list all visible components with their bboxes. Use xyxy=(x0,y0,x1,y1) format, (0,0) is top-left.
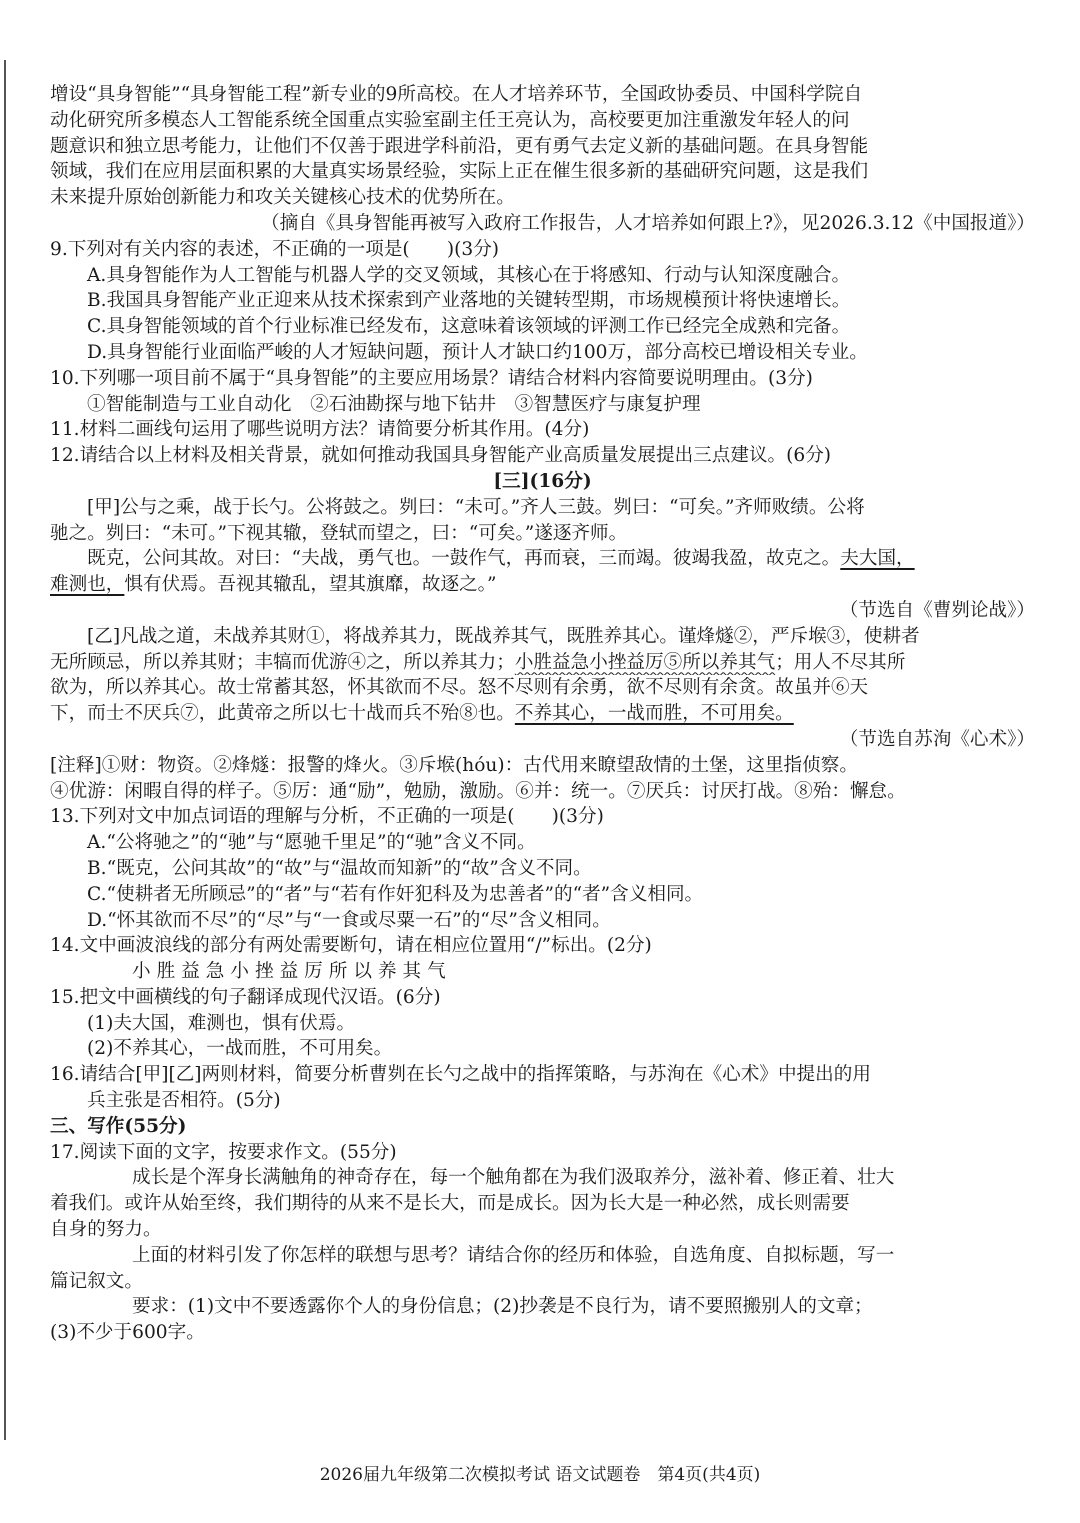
section-3-heading: [三](16分) xyxy=(493,470,592,492)
question-stem: 14.文中画波浪线的部分有两处需要断句，请在相应位置用“/”标出。(2分) xyxy=(50,935,652,957)
question-15 xyxy=(50,985,1035,1062)
prompt-line: 篇记叙文。 xyxy=(50,1270,143,1292)
binding-margin-line xyxy=(4,60,6,1440)
question-11: 11.材料二画线句运用了哪些说明方法？请简要分析其作用。(4分) xyxy=(50,419,590,441)
passage-line: 领域，我们在应用层面积累的大量真实场景经验，实际上正在催生很多新的基础研究问题，这是我们 xyxy=(50,161,869,183)
translate-item: (2)不养其心，一战而胜，不可用矣。 xyxy=(87,1038,393,1060)
option-c: C.“使耕者无所顾忌”的“者”与“若有作奸犯科及为忠善者”的“者”含义相同。 xyxy=(87,883,704,905)
passage-line: 动化研究所多模态人工智能系统全国重点实验室副主任王亮认为，高校要更加注重激发年轻人的问 xyxy=(50,109,850,131)
jia-text: 惧有伏焉。吾视其辙乱，望其旗靡，故逐之。” xyxy=(124,574,497,596)
option-b: B.我国具身智能产业正迎来从技术探索到产业落地的关键转型期，市场规模预计将快速增长。 xyxy=(87,290,851,312)
question-choices: ①智能制造与工业自动化 ②石油勘探与地下钻井 ③智慧医疗与康复护理 xyxy=(87,393,701,415)
text-yi xyxy=(50,624,1035,753)
annotation-line: ④优游：闲暇自得的样子。⑤厉：通“励”，勉励，激励。⑥并：统一。⑦厌兵：讨厌打战。⑧殆：懈怠。 xyxy=(50,780,906,802)
question-10 xyxy=(50,366,1035,418)
question-stem: 17.阅读下面的文字，按要求作文。(55分) xyxy=(50,1141,397,1163)
page-footer: 2026届九年级第二次模拟考试 语文试题卷 第4页(共4页) xyxy=(319,1465,761,1485)
question-14 xyxy=(50,933,1035,985)
question-17 xyxy=(50,1140,1035,1346)
question-9 xyxy=(50,237,1035,366)
option-b: B.“既克，公问其故”的“故”与“温故而知新”的“故”含义不同。 xyxy=(87,857,592,879)
passage-source: （摘自《具身智能再被写入政府工作报告，人才培养如何跟上?》，见2026.3.12《中国报道》） xyxy=(261,212,1035,234)
question-13 xyxy=(50,804,1035,933)
annotation-line: [注释]①财：物资。②烽燧：报警的烽火。③斥堠(hóu)：古代用来瞭望敌情的土堡，这里指侦察。 xyxy=(50,754,858,776)
question-stem: 9.下列对有关内容的表述，不正确的一项是( )(3分) xyxy=(50,238,500,260)
jia-line xyxy=(50,572,1035,598)
jia-line xyxy=(50,546,1035,572)
yi-line: 欲为，所以养其心。故士常蓄其怒，怀其欲而不尽。怒不尽则有余勇，欲不尽则有余贪。故虽并⑥天 xyxy=(50,677,869,699)
prompt-line: 上面的材料引发了你怎样的联想与思考？请结合你的经历和体验，自选角度、自拟标题，写一 xyxy=(132,1244,895,1266)
writing-section-heading: 三、写作(55分) xyxy=(50,1115,187,1137)
question-16 xyxy=(50,1062,1035,1114)
option-a: A.“公将驰之”的“驰”与“愿驰千里足”的“驰”含义不同。 xyxy=(87,832,536,854)
passage-line: 未来提升原始创新能力和攻关关键核心技术的优势所在。 xyxy=(50,187,515,209)
option-d: D.“怀其欲而不尽”的“尽”与“一食或尽粟一石”的“尽”含义相同。 xyxy=(87,909,611,931)
yi-line xyxy=(50,701,1035,727)
wavy-underlined-text: 小胜益急小挫益厉⑤所以养其气 xyxy=(514,651,776,673)
prompt-line: 成长是个浑身长满触角的神奇存在，每一个触角都在为我们汲取养分，滋补着、修正着、壮大 xyxy=(132,1167,895,1189)
passage-line: 增设“具身智能”“具身智能工程”新专业的9所高校。在人才培养环节，全国政协委员、中国科学院自 xyxy=(50,84,863,105)
question-stem: 10.下列哪一项目前不属于“具身智能”的主要应用场景？请结合材料内容简要说明理由。(3分) xyxy=(50,367,813,389)
option-c: C.具身智能领域的首个行业标准已经发布，这意味着该领域的评测工作已经完全成熟和完备。 xyxy=(87,316,851,338)
yi-text: 下，而士不厌兵⑦，此黄帝之所以七十战而兵不殆⑧也。 xyxy=(50,703,515,725)
prompt-line: 自身的努力。 xyxy=(50,1219,162,1241)
jia-line: [甲]公与之乘，战于长勺。公将鼓之。刿曰：“未可。”齐人三鼓。刿曰：“可矣。”齐师败绩。公将 xyxy=(87,496,865,518)
page-content xyxy=(50,82,1035,1346)
prompt-line: 着我们。或许从始至终，我们期待的从来不是长大，而是成长。因为长大是一种必然，成长则需要 xyxy=(50,1193,850,1215)
requirement-line: (3)不少于600字。 xyxy=(50,1322,205,1344)
yi-text: ；用人不尽其所 xyxy=(775,651,906,673)
translate-item: (1)夫大国，难测也，惧有伏焉。 xyxy=(87,1012,356,1034)
text-jia xyxy=(50,495,1035,624)
jia-line: 驰之。刿曰：“未可。”下视其辙，登轼而望之，曰：“可矣。”遂逐齐师。 xyxy=(50,522,628,544)
jia-text: 既克，公问其故。对曰：“夫战，勇气也。一鼓作气，再而衰，三而竭。彼竭我盈，故克之。 xyxy=(87,548,841,570)
annotations xyxy=(50,753,1035,805)
yi-source: （节选自苏洵《心术》） xyxy=(839,728,1035,750)
passage-line: 题意识和独立思考能力，让他们不仅善于跟进学科前沿，更有勇气去定义新的基础问题。在具身智能 xyxy=(50,135,869,157)
yi-line xyxy=(50,650,1035,676)
yi-line: [乙]凡战之道，未战养其财①，将战养其力，既战养其气，既胜养其心。谨烽燧②，严斥堠③，使耕者 xyxy=(87,625,920,647)
requirement-line: 要求：(1)文中不要透露你个人的身份信息；(2)抄袭是不良行为，请不要照搬别人的文章； xyxy=(132,1296,873,1318)
question-stem: 13.下列对文中加点词语的理解与分析，不正确的一项是( )(3分) xyxy=(50,806,604,828)
option-a: A.具身智能作为人工智能与机器人学的交叉领域，其核心在于将感知、行动与认知深度融合。 xyxy=(87,264,851,286)
underlined-sentence: 不养其心，一战而胜，不可用矣。 xyxy=(514,703,794,725)
question-stem: 兵主张是否相符。(5分) xyxy=(87,1090,281,1112)
question-12: 12.请结合以上材料及相关背景，就如何推动我国具身智能产业高质量发展提出三点建议。(6分) xyxy=(50,445,832,467)
question-stem: 16.请结合[甲][乙]两则材料，简要分析曹刿在长勺之战中的指挥策略，与苏洵在《心术》中提出的用 xyxy=(50,1064,871,1086)
underlined-sentence: 夫大国， xyxy=(840,548,915,570)
sentence-to-punctuate: 小胜益急小挫益厉所以养其气 xyxy=(132,961,452,983)
yi-text: 无所顾忌，所以养其财；丰犒而优游④之，所以养其力； xyxy=(50,651,515,673)
option-d: D.具身智能行业面临严峻的人才短缺问题，预计人才缺口约100万，部分高校已增设相关专业。 xyxy=(87,341,868,363)
underlined-sentence: 难测也， xyxy=(50,574,125,596)
question-stem: 15.把文中画横线的句子翻译成现代汉语。(6分) xyxy=(50,986,441,1008)
passage-end xyxy=(50,82,1035,237)
jia-source: （节选自《曹刿论战》） xyxy=(839,599,1035,621)
